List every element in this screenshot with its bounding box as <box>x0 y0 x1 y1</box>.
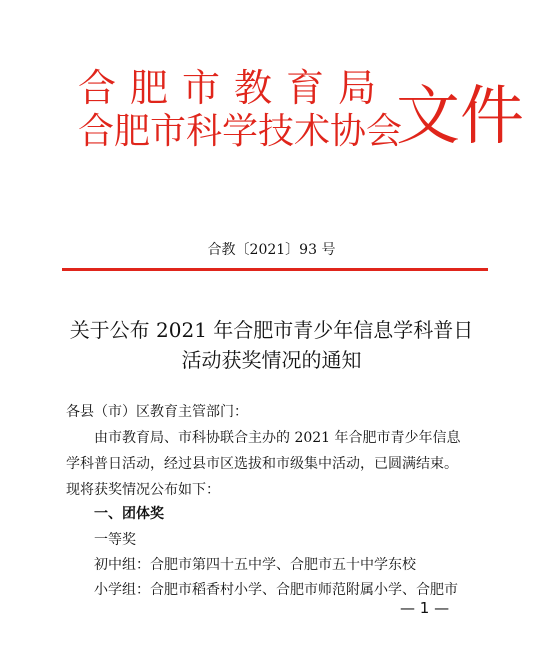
notice-title-line2: 活动获奖情况的通知 <box>181 348 362 372</box>
junior-group-line: 初中组：合肥市第四十五中学、合肥市五十中学东校 <box>94 557 416 573</box>
paragraph-line: 由市教育局、市科协联合主办的 2021 年合肥市青少年信息 <box>94 430 461 446</box>
issuer-line-science-association: 合肥市科学技术协会 <box>78 111 403 152</box>
issuer-line-education-bureau: 合肥市教育局 <box>78 66 391 110</box>
paragraph-line: 学科普日活动，经过县市区选拔和市级集中活动，已圆满结束。 <box>66 456 458 472</box>
red-divider-line <box>62 268 488 271</box>
page-number: — 1 — <box>400 599 450 617</box>
notice-title-line1: 关于公布 2021 年合肥市青少年信息学科普日 <box>69 318 474 342</box>
paragraph-line: 现将获奖情况公布如下： <box>66 482 220 498</box>
document-number: 合教〔2021〕93 号 <box>207 242 336 258</box>
document-suffix: 文件 <box>396 80 524 154</box>
prize-level: 一等奖 <box>94 532 136 548</box>
section-heading: 一、团体奖 <box>94 506 164 522</box>
salutation: 各县（市）区教育主管部门： <box>66 404 248 420</box>
primary-group-line: 小学组：合肥市稻香村小学、合肥市师范附属小学、合肥市 <box>94 582 458 598</box>
